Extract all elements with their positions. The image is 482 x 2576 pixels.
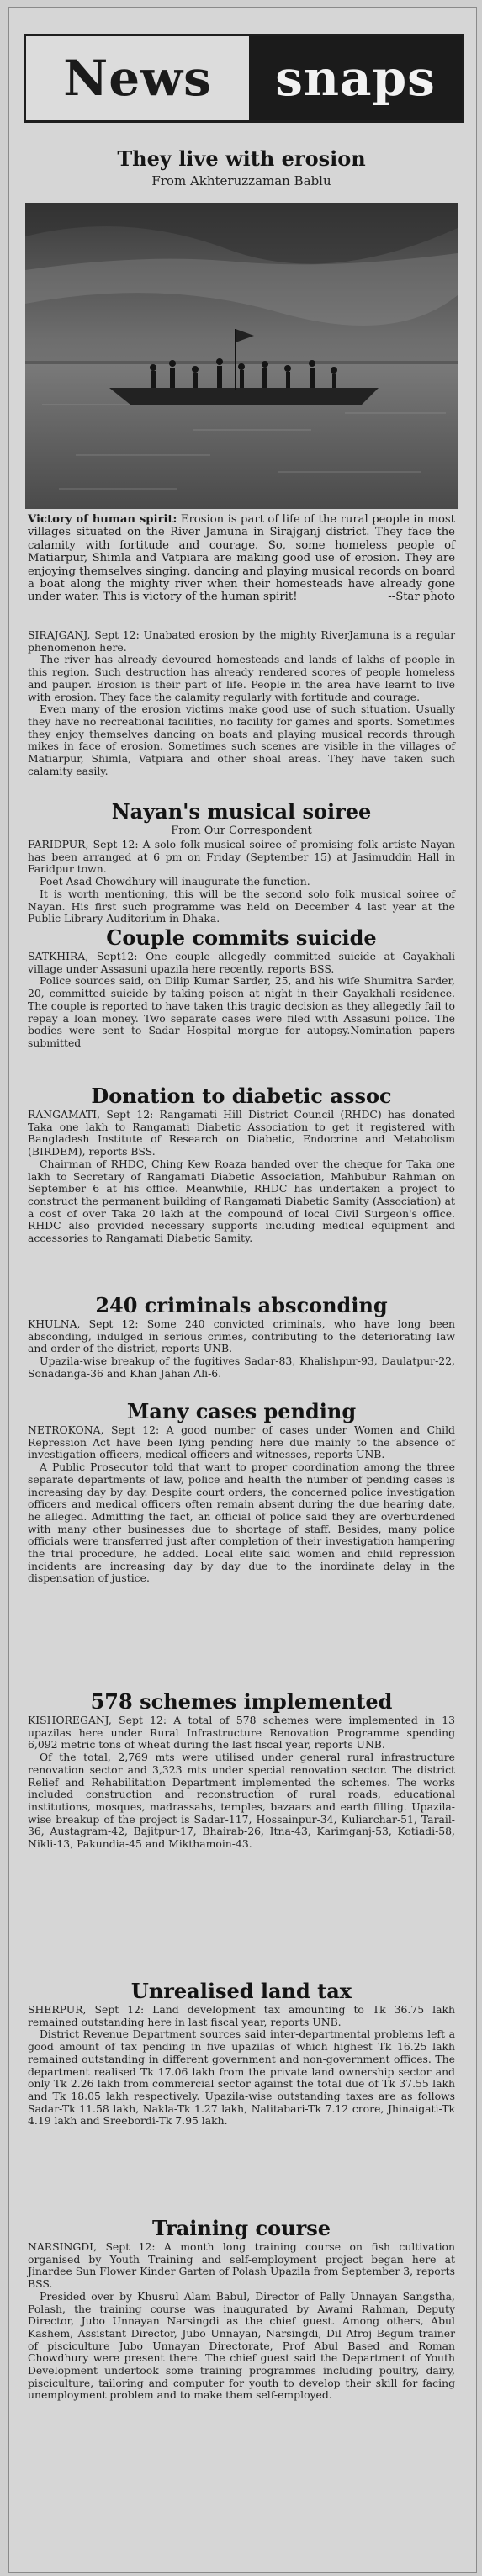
lead-byline: From Akhteruzzaman Bablu <box>151 173 331 188</box>
article-suicide: Couple commits suicide SATKHIRA, Sept12: One couple allegedly committed suicide at Gayakhali village under Assasuni upazila here recently, reports BSS. Police sources said, on Dilip Kumar Sarder, 25, and his wife Shumitra Sarder, 20, committed suicide by taking poison at night in their Gayakhali residence. The couple is reported to have taken this tragic decision as they allegedly fail to repay a loan money. Two separate cases were filed with Assasuni police. The bodies were sent to Sadar Hospital morgue for autopsy.Nomination papers submitted <box>28 925 455 1049</box>
pending-dateline: NETROKONA, <box>28 1423 104 1436</box>
absconding-dateline: KHULNA, <box>28 1317 81 1330</box>
lead-headline: They live with erosion <box>117 146 366 171</box>
article-diabetic: Donation to diabetic assoc RANGAMATI, Sept 12: Rangamati Hill District Council (RHDC) has donated Taka one lakh to Rangamati Diabetic Association to get it registered with Bangladesh Institute of Research on Diabetic, Endocrine and Metabolism (BIRDEM), reports BSS. Chairman of RHDC, Ching Kew Roaza handed over the cheque for Taka one lakh to Secretary of Rangamati Diabetic Association, Mahbubur Rahman on September 6 at his office. Meanwhile, RHDC has undertaken a project to construct the permanent building of Rangamati Diabetic Samity (Association) at a cost of over Taka 20 lakh at the compound of local Civil Surgeon's office. RHDC also provided necessary supports including medical equipment and accessories to Rangamati Diabetic Samity. <box>28 1084 455 1245</box>
lead-paragraph: The river has already devoured homesteads and lands of lakhs of people in this region. Such destruction has already rendered scores of people homeless and pauper. Erosion is their part of life. People in the area have learnt to live with erosion. They face the calamity regularly with fortitude and courage. <box>28 653 455 703</box>
article-soiree: Nayan's musical soiree From Our Correspondent FARIDPUR, Sept 12: A solo folk musical soiree of promising folk artiste Nayan has been arranged at 6 pm on Friday (September 15) at Jasimuddin Hall in Faridpur town. Poet Asad Chowdhury will inaugurate the function. It is worth mentioning, this will be the second solo folk musical soiree of Nayan. His first such programme was held on December 4 last year at the Public Library Auditorium in Dhaka. <box>28 799 455 925</box>
landtax-headline: Unrealised land tax <box>130 1979 352 2003</box>
lead-paragraph: Even many of the erosion victims make good use of such situation. Usually they have no recreational facilities, no facility for games and sports. Sometimes they enjoy themselves dancing on boats and playing musical records through mikes in face of erosion. Sometimes such scenes are visible in the villages of Matiarpur, Shimla, Vatpiara and other shoal areas. They have taken such calamity easily. <box>28 702 455 777</box>
soiree-byline: From Our Correspondent <box>171 824 312 837</box>
training-headline: Training course <box>151 2216 331 2240</box>
absconding-headline: 240 criminals absconding <box>95 1293 388 1317</box>
training-dateline: NARSINGDI, <box>28 2240 98 2253</box>
photo-caption <box>28 513 455 604</box>
article-training: Training course NARSINGDI, Sept 12: A month long training course on fish cultivation organised by Youth Training and self-employment project began here at Jinardee Sun Flower Kinder Garten of Polash Upazila from September 3, reports BSS. Presided over by Khusrul Alam Babul, Director of Pally Unnayan Sangstha, Polash, the training course was inaugurated by Awami Rahman, Deputy Director, Jubo Unnayan Narsingdi as the chief guest. Among others, Abul Kashem, Assistant Director, Jubo Unnayan, Narsingdi, Dil Afroj Begum trainer of pisciculture Jubo Unnayan Directorate, Prof Abul Based and Roman Chowdhury were present there. The chief guest said the Department of Youth Development undertook some training programmes including poultry, dairy, pisciculture, tailoring and computer for youth to develop their skill for facing unemployment problem and to make them self-employed. <box>28 2216 455 2402</box>
river-boat-photo <box>25 203 458 509</box>
diabetic-headline: Donation to diabetic assoc <box>91 1084 392 1108</box>
article-pending: Many cases pending NETROKONA, Sept 12: A good number of cases under Women and Child Repression Act have been lying pending here due mainly to the absence of investigation officers, medical officers and witnesses, reports UNB. A Public Prosecutor told that want to proper coordination among the three separate departments of law, police and health the number of pending cases is increasing day by day. Despite court orders, the concerned police investigation officers and medical officers often remain absent during the due hearing date, he alleged. Admitting the fact, an official of police said they are overburdened with many other businesses due to shortage of staff. Besides, many police officials were transferred just after completion of their investigation hampering the trial procedure, he added. Local elite said women and child repression incidents are increasing day by day due to the inordinate delay in the dispensation of justice. <box>28 1399 455 1585</box>
caption-title: Victory of human spirit: <box>28 513 177 526</box>
masthead <box>24 34 464 123</box>
lead-paragraph: SIRAJGANJ, Sept 12: Unabated erosion by the mighty RiverJamuna is a regular phenomenon here. <box>28 628 455 654</box>
soiree-headline: Nayan's musical soiree <box>111 799 372 824</box>
masthead-snaps: snaps <box>249 36 462 120</box>
caption-credit: --Star photo <box>388 591 455 604</box>
lead-dateline: SIRAJGANJ, <box>28 628 91 641</box>
article-landtax: Unrealised land tax SHERPUR, Sept 12: Land development tax amounting to Tk 36.75 lakh remained outstanding here in last fiscal year, reports UNB. District Revenue Department sources said inter-departmental problems left a good amount of tax pending in five upazilas of which highest Tk 16.25 lakh remained outstanding in different government and non-government offices. The department realised Tk 17.06 lakh from the private land ownership sector and only Tk 2.26 lakh from commercial sector against the total due of Tk 37.55 lakh and Tk 18.05 lakh respectively. Upazila-wise outstanding taxes are as follows Sadar-Tk 11.58 lakh, Nakla-Tk 1.27 lakh, Nalitabari-Tk 7.12 crore, Jhinaigati-Tk 4.19 lakh and Sreebordi-Tk 7.95 lakh. <box>28 1979 455 2128</box>
caption-text: Erosion is part of life of the rural people in most villages situated on the River Jamuna in Sirajganj district. They face the calamity with fortitude and courage. So, some homeless people of Matiarpur, Shimla and Vatpiara are making good use of erosion. They are enjoying themselves singing, dancing and playing musical records on board a boat along the mighty river when their homesteads have already gone under water. This is victory of the human spirit! <box>28 513 455 604</box>
article-schemes: 578 schemes implemented KISHOREGANJ, Sept 12: A total of 578 schemes were implemented in 13 upazilas here under Rural Infrastructure Renovation Programme spending 6,092 metric tons of wheat during the last fiscal year, reports UNB. Of the total, 2,769 mts were utilised under general rural infrastructure renovation sector and 3,323 mts under special renovation sector. The district Relief and Rehabilitation Department implemented the schemes. The works included construction and reconstruction of rural roads, educational institutions, mosques, madrassahs, temples, bazaars and earth filling. Upazila-wise breakup of the project is Sadar-117, Hossainpur-34, Kuliarchar-51, Tarail-36, Austagram-42, Bajitpur-17, Bhairab-26, Itna-43, Karimganj-53, Kotiadi-58, Nikli-13, Pakundia-45 and Mikthamoin-43. <box>28 1689 455 1851</box>
soiree-dateline: FARIDPUR, <box>28 838 89 851</box>
suicide-dateline: SATKHIRA, <box>28 950 89 962</box>
masthead-news: News <box>63 50 212 107</box>
schemes-dateline: KISHOREGANJ, <box>28 1714 112 1726</box>
article-absconding: 240 criminals absconding KHULNA, Sept 12: Some 240 convicted criminals, who have long been absconding, indulged in serious crimes, contributing to the deteriorating law and order of the district, reports UNB. Upazila-wise breakup of the fugitives Sadar-83, Khalishpur-93, Daulatpur-22, Sonadanga-36 and Khan Jahan Ali-6. <box>28 1293 455 1380</box>
pending-headline: Many cases pending <box>126 1399 357 1423</box>
diabetic-dateline: RANGAMATI, <box>28 1108 101 1121</box>
lead-article-body <box>28 629 455 777</box>
suicide-headline: Couple commits suicide <box>106 925 377 950</box>
schemes-headline: 578 schemes implemented <box>90 1689 393 1714</box>
landtax-dateline: SHERPUR, <box>28 2003 87 2016</box>
